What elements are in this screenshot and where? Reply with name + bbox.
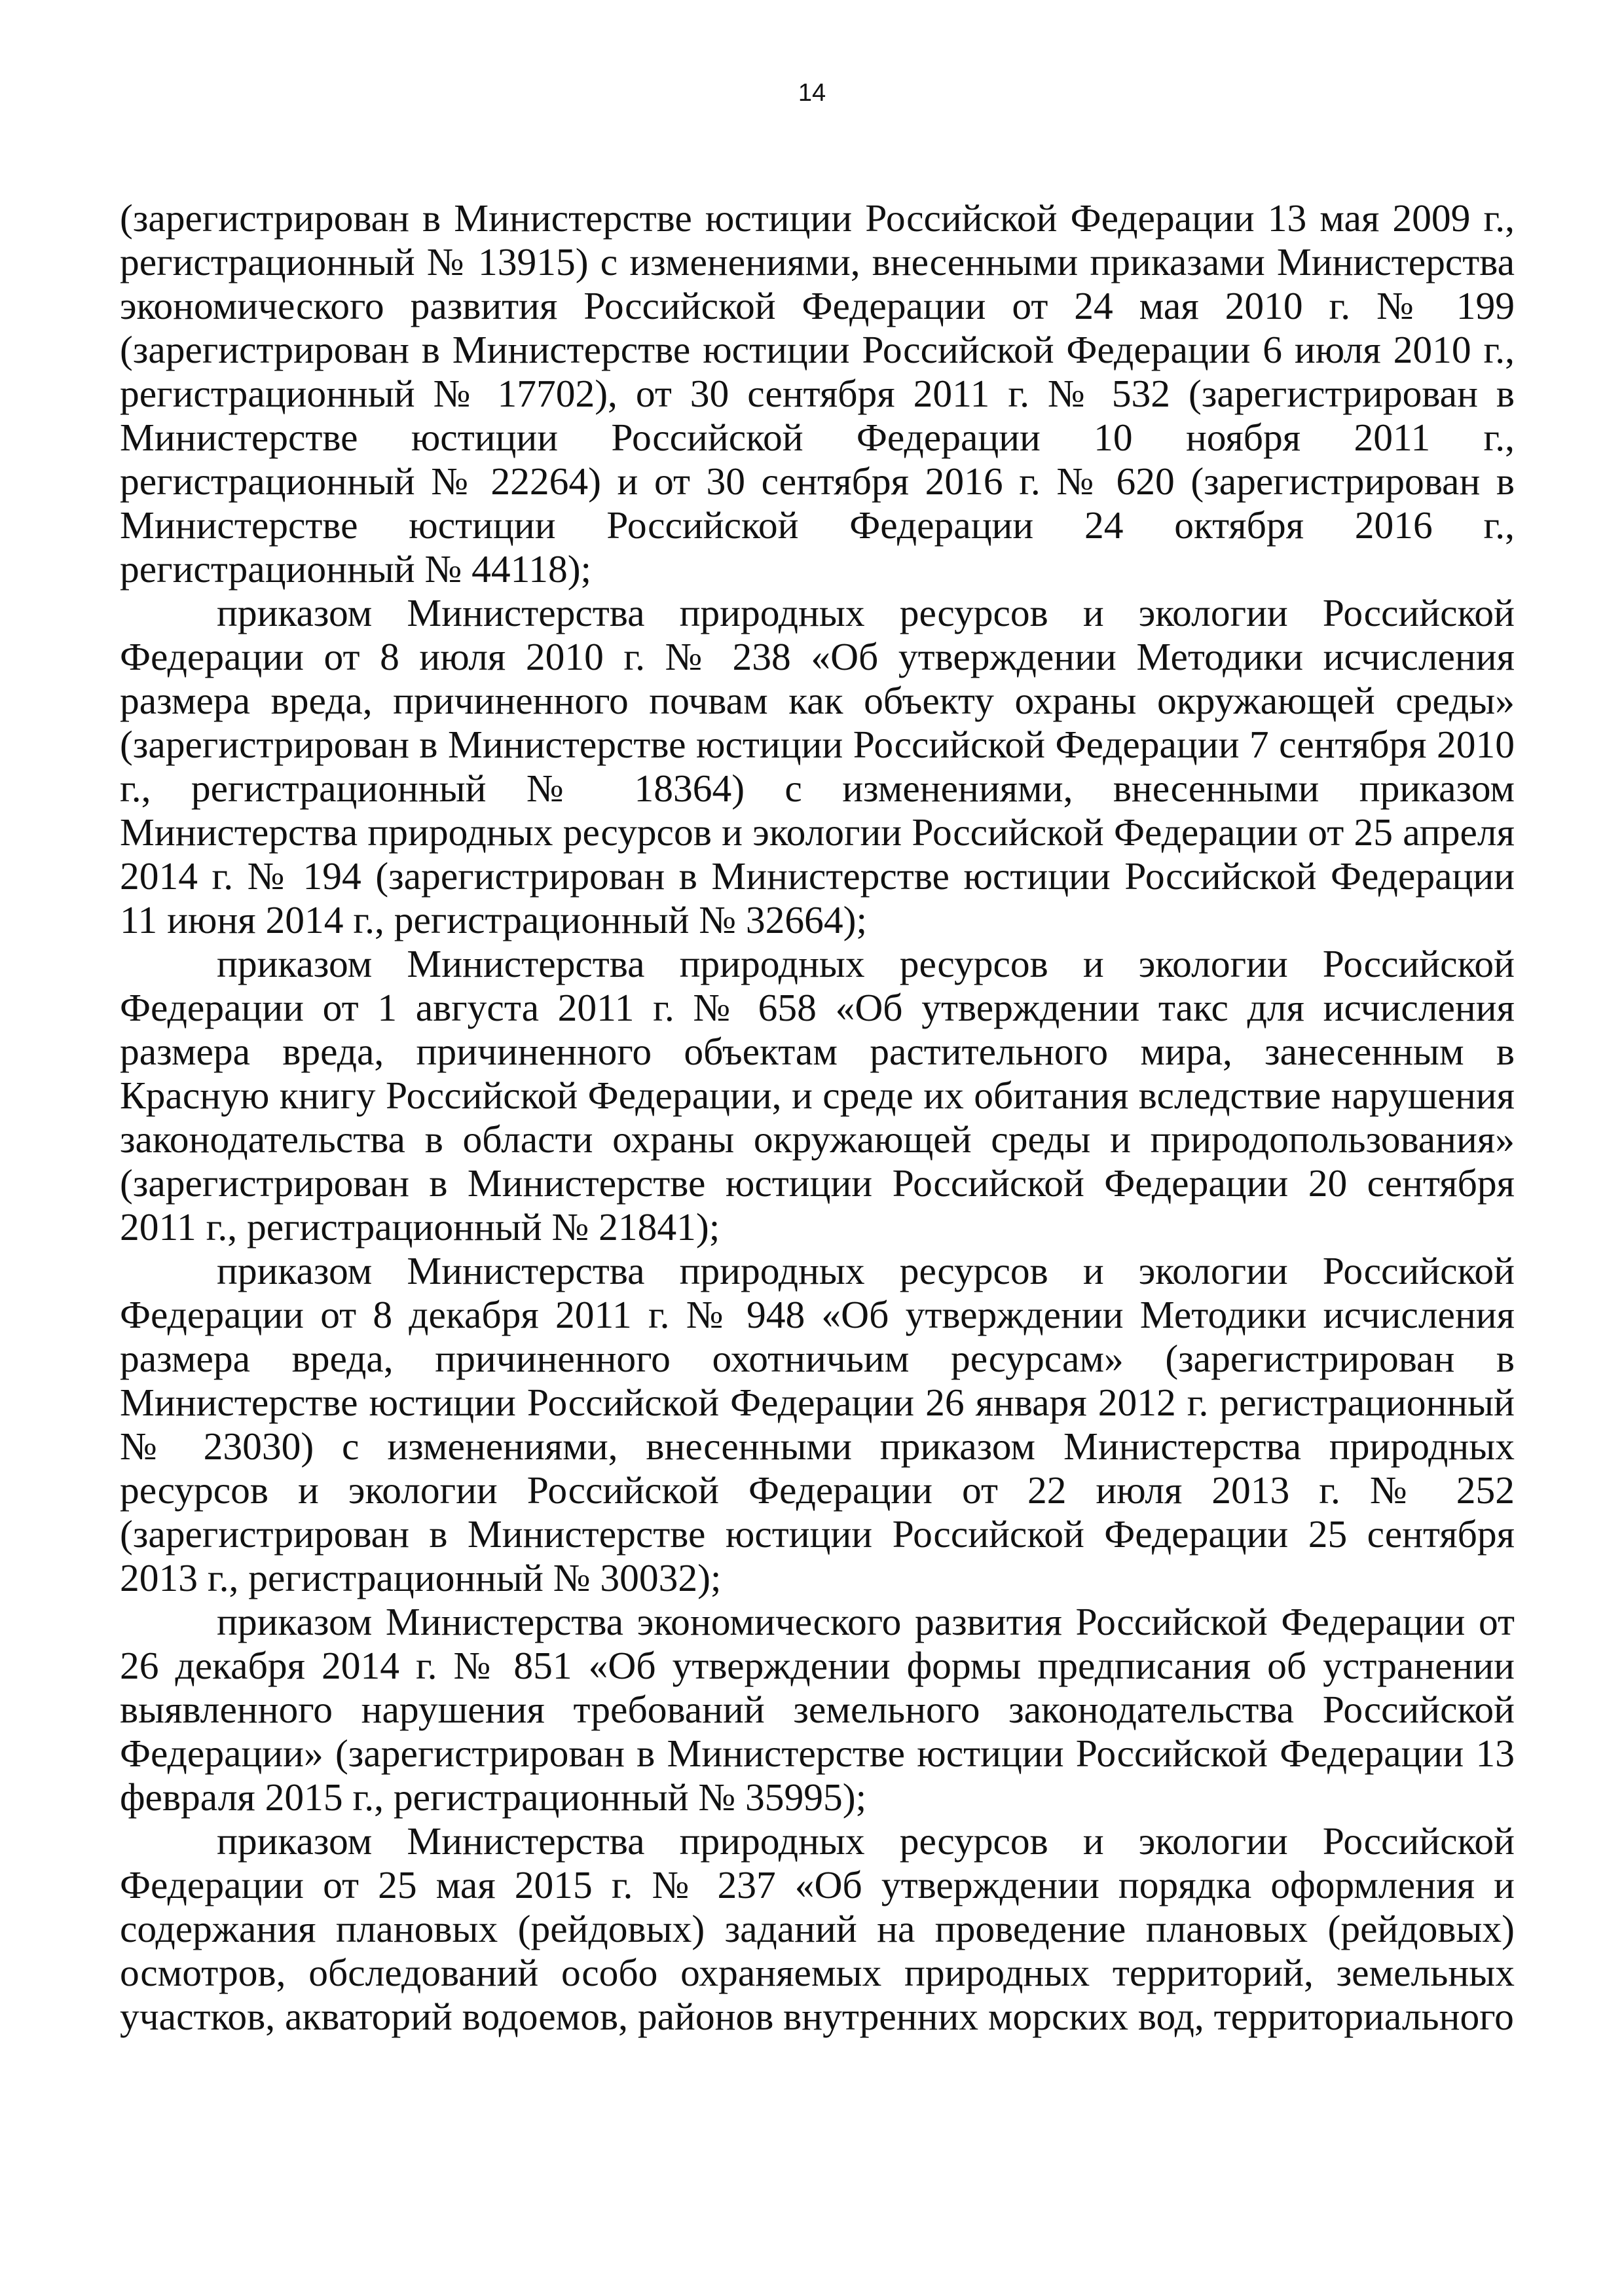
paragraph-order-658: приказом Министерства природных ресурсов и экологии Российской Федерации от 1 августа 2011 г. № 658 «Об утверждении такс для исчисления размера вреда, причиненного объектам растительного мира, занесенным в Красную книгу Российской Федерации, и среде их обитания вследствие нарушения законодательства в области охраны окружающей среды и природопользования» (зарегистрирован в Министерстве юстиции Российской Федерации 20 сентября 2011 г., регистрационный № 21841);: [120, 942, 1515, 1248]
paragraph-registration-continuation: (зарегистрирован в Министерстве юстиции Российской Федерации 13 мая 2009 г., регистрационный № 13915) с изменениями, внесенными приказами Министерства экономического развития Российской Федерации от 24 мая 2010 г. № 199 (зарегистрирован в Министерстве юстиции Российской Федерации 6 июля 2010 г., регистрационный № 17702), от 30 сентября 2011 г. № 532 (зарегистрирован в Министерстве юстиции Российской Федерации 10 ноября 2011 г., регистрационный № 22264) и от 30 сентября 2016 г. № 620 (зарегистрирован в Министерстве юстиции Российской Федерации 24 октября 2016 г., регистрационный № 44118);: [120, 196, 1515, 591]
paragraph-order-851: приказом Министерства экономического развития Российской Федерации от 26 декабря 2014 г. № 851 «Об утверждении формы предписания об устранении выявленного нарушения требований земельного законодательства Российской Федерации» (зарегистрирован в Министерстве юстиции Российской Федерации 13 февраля 2015 г., регистрационный № 35995);: [120, 1600, 1515, 1819]
paragraph-order-948: приказом Министерства природных ресурсов и экологии Российской Федерации от 8 декабря 2011 г. № 948 «Об утверждении Методики исчисления размера вреда, причиненного охотничьим ресурсам» (зарегистрирован в Министерстве юстиции Российской Федерации 26 января 2012 г. регистрационный № 23030) с изменениями, внесенными приказом Министерства природных ресурсов и экологии Российской Федерации от 22 июля 2013 г. № 252 (зарегистрирован в Министерстве юстиции Российской Федерации 25 сентября 2013 г., регистрационный № 30032);: [120, 1249, 1515, 1599]
document-body: [120, 196, 1515, 2039]
paragraph-order-238: приказом Министерства природных ресурсов и экологии Российской Федерации от 8 июля 2010 г. № 238 «Об утверждении Методики исчисления размера вреда, причиненного почвам как объекту охраны окружающей среды» (зарегистрирован в Министерстве юстиции Российской Федерации 7 сентября 2010 г., регистрационный № 18364) с изменениями, внесенными приказом Министерства природных ресурсов и экологии Российской Федерации от 25 апреля 2014 г. № 194 (зарегистрирован в Министерстве юстиции Российской Федерации 11 июня 2014 г., регистрационный № 32664);: [120, 591, 1515, 941]
paragraph-order-237: приказом Министерства природных ресурсов и экологии Российской Федерации от 25 мая 2015 г. № 237 «Об утверждении порядка оформления и содержания плановых (рейдовых) заданий на проведение плановых (рейдовых) осмотров, обследований особо охраняемых природных территорий, земельных участков, акваторий водоемов, районов внутренних морских вод, территориального: [120, 1819, 1515, 2038]
page-number: 14: [798, 79, 826, 107]
